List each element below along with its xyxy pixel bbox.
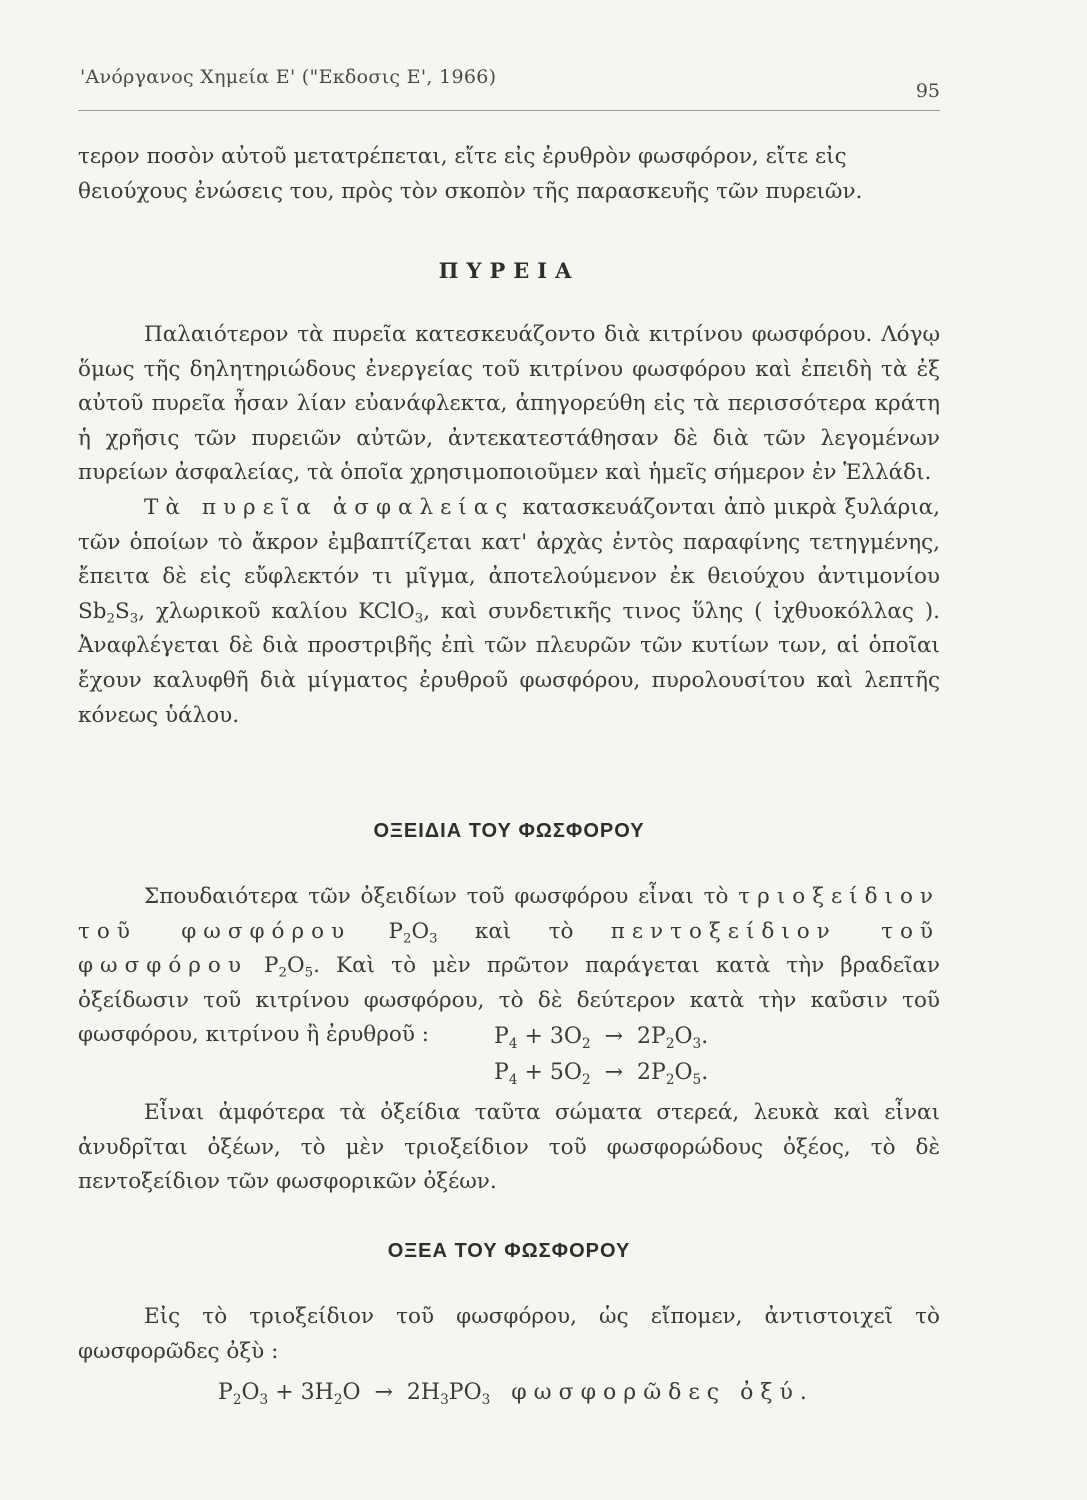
header-rule — [78, 110, 940, 111]
paragraph: Παλαιότερον τὰ πυρεῖα κατεσκευάζοντο διὰ κιτρίνου φωσφόρου. Λόγῳ ὅμως τῆς δηλητηριώδους ἐνεργείας τοῦ κιτρίνου φωσφόρου καὶ ἐπειδὴ τὰ ἐξ αὐτοῦ πυρεῖα ἦσαν λίαν εὐανάφλεκτα, ἀπηγορεύθη εἰς τὰ περισσότερα κράτη ἡ χρῆσις τῶν πυρειῶν αὐτῶν, ἀντεκατεστάθησαν δὲ διὰ τῶν λεγομένων πυρείων ἀσφαλείας, τὰ ὁποῖα χρησιμοποιοῦμεν καὶ ἡμεῖς σήμερον ἐν Ἑλλάδι. — [78, 322, 940, 486]
section-heading-pyreia: ΠΥΡΕΙΑ — [438, 258, 580, 283]
section-heading-acids: ΟΞΕΑ ΤΟΥ ΦΩΣΦΟΡΟΥ — [387, 1240, 631, 1262]
formula-kclo3: KClO$_3$ — [358, 598, 424, 627]
equation-p4-5o2: $P_4 + 5O_2 \to 2P_2O_5$. — [494, 1060, 709, 1088]
intro-line-1: τερον ποσὸν αὐτοῦ μετατρέπεται, εἴτε εἰς ἐρυθρὸν φωσφόρον, εἴτε εἰς — [78, 144, 847, 169]
intro-text — [78, 140, 940, 209]
spaced-emphasis: πεντοξείδιον τοῦ φωσφόρου — [78, 918, 940, 979]
page-number: 95 — [915, 80, 940, 102]
equation-p4-3o2: $P_4 + 3O_2 \to 2P_2O_3$. — [494, 1024, 709, 1052]
section-acids-body — [78, 1300, 940, 1369]
section-pyreia-body — [78, 318, 940, 733]
paragraph: Εἰς τὸ τριοξείδιον τοῦ φωσφόρου, ὡς εἴπομεν, ἀντιστοιχεῖ τὸ φωσφορῶδες ὀξὺ : — [78, 1304, 940, 1364]
section-heading-oxides: ΟΞΕΙΔΙΑ ΤΟΥ ΦΩΣΦΟΡΟΥ — [373, 820, 645, 842]
spaced-emphasis: φωσφορῶδες ὀξύ. — [511, 1380, 814, 1405]
equation-phosphorous-acid: $P_2O_3 + 3H_2O \to 2H_3PO_3$ φωσφορῶδες ὀξύ. — [218, 1380, 814, 1408]
section-oxides-body-2 — [78, 1096, 940, 1200]
formula-p2o3: $P_2O_3$ — [388, 918, 438, 947]
intro-line-2: θειούχους ἐνώσεις του, πρὸς τὸν σκοπὸν τῆς παρασκευῆς τῶν πυρειῶν. — [78, 178, 863, 204]
paragraph: Σπουδαιότερα τῶν ὀξειδίων τοῦ φωσφόρου εἶναι τὸ τριοξείδιον τοῦ φωσφόρου $P_2O_3$ καὶ τὸ πεντοξείδιον τοῦ φωσφόρου $P_2O_5$. Καὶ τὸ μὲν πρῶτον παράγεται κατὰ τὴν βραδεῖαν ὀξείδωσιν τοῦ κιτρίνου φωσφόρου, τὸ δὲ δεύτερον κατὰ τὴν καῦσιν τοῦ φωσφόρου, κιτρίνου ἢ ἐρυθροῦ : — [78, 884, 940, 1048]
running-title: 'Ανόργανος Χημεία Ε' ("Εκδοσις Ε', 1966) — [80, 66, 497, 88]
paragraph: Τὰ πυρεῖα ἀσφαλείας κατασκευάζονται ἀπὸ μικρὰ ξυλάρια, τῶν ὁποίων τὸ ἄκρον ἐμβαπτίζεται κατ' ἀρχὰς ἐντὸς παραφίνης τετηγμένης, ἔπειτα δὲ εἰς εὔφλεκτόν τι μῖγμα, ἀποτελούμενον ἐκ θειούχου ἀντιμονίου $Sb_2S_3$, χλωρικοῦ καλίου KClO$_3$, καὶ συνδετικῆς τινος ὕλης ( ἰχθυοκόλλας ). Ἀναφλέγεται δὲ διὰ προστριβῆς ἐπὶ τῶν πλευρῶν τῶν κυτίων των, αἱ ὁποῖαι ἔχουν καλυφθῆ διὰ μίγματος ἐρυθροῦ φωσφόρου, πυρολουσίτου καὶ λεπτῆς κόνεως ὑάλου. — [78, 494, 940, 728]
spaced-emphasis: τριοξείδιον τοῦ φωσφόρου — [78, 884, 940, 944]
formula-sb2s3: $Sb_2S_3$ — [78, 598, 139, 627]
spaced-emphasis: Τὰ πυρεῖα ἀσφαλείας — [144, 494, 515, 520]
paragraph: Εἶναι ἀμφότερα τὰ ὀξείδια ταῦτα σώματα στερεά, λευκὰ καὶ εἶναι ἀνυδρῖται ὀξέων, τὸ μὲν τριοξείδιον τοῦ φωσφορώδους ὀξέος, τὸ δὲ πεντοξείδιον τῶν φωσφορικῶν ὀξέων. — [78, 1100, 940, 1195]
formula-p2o5: $P_2O_5$ — [264, 953, 314, 981]
